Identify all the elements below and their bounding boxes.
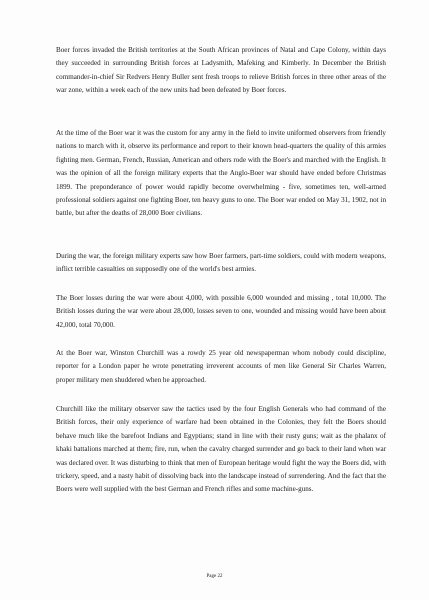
paragraph-boer-farmers: During the war, the foreign military experts saw how Boer farmers, part-time soldiers, could with modern weapons, inflict terrible casualties on supposedly one of the world's best armies. [56, 252, 386, 274]
page-number: Page 22 [206, 574, 223, 579]
paragraph-war-losses: The Boer losses during the war were about 4,000, with possible 6,000 wounded and missing , total 10,000. The British losses during the war were about 28,000, losses seven to one, wounded and missing would have been about 42,000, total 70,000. [56, 294, 386, 329]
paragraph-british-tactics: Churchill like the military observer saw the tactics used by the four English Generals who had command of the British forces, their only experience of warfare had been obtained in the Colonies, they felt the Boers should behave much like the barefoot Indians and Egyptians; stand in line with their rusty guns; wait as the phalanx of khaki battalions marched at them; fire, run, when the cavalry charged surrender and go back to their land when war was declared over. It was disturbing to think that men of European heritage would fight the way the Boers did, with trickery, speed, and a nasty habit of dissolving back into the landscape instead of surrendering. And the fact that the Boers were well supplied with the best German and French rifles and some machine-guns. [56, 405, 386, 494]
paragraph-foreign-observers: At the time of the Boer war it was the custom for any army in the field to invite uniformed observers from friendly nations to march with it, observe its performance and report to their known head-quarters the quality of this armies fighting men. German, French, Russian, American and others rode with the Boer's and marched with the English. It was the opinion of all the foreign military experts that the Anglo-Boer war should have ended before Christmas 1899. The preponderance of power would rapidly become overwhelming - five, sometimes ten, well-armed professional soldiers against one fighting Boer, ten heavy guns to one. The Boer war ended on May 31, 1902, not in battle, but after the deaths of 28,000 Boer civilians. [56, 129, 386, 218]
paragraph-winston-churchill: At the Boer war, Winston Churchill was a rowdy 25 year old newspaperman whom nobody could discipline, reporter for a London paper he wrote penetrating irreverent accounts of men like General Sir Charles Warren, proper military men shuddered when he approached. [56, 349, 386, 384]
paragraph-boer-invasion: Boer forces invaded the British territories at the South African provinces of Natal and Cape Colony, within days they succeeded in surrounding British forces at Ladysmith, Mafeking and Kimberly. In December the British commander-in-chief Sir Redvers Henry Buller sent fresh troops to relieve British forces in three other areas of the war zone, within a week each of the new units had been defeated by Boer forces. [56, 46, 386, 95]
